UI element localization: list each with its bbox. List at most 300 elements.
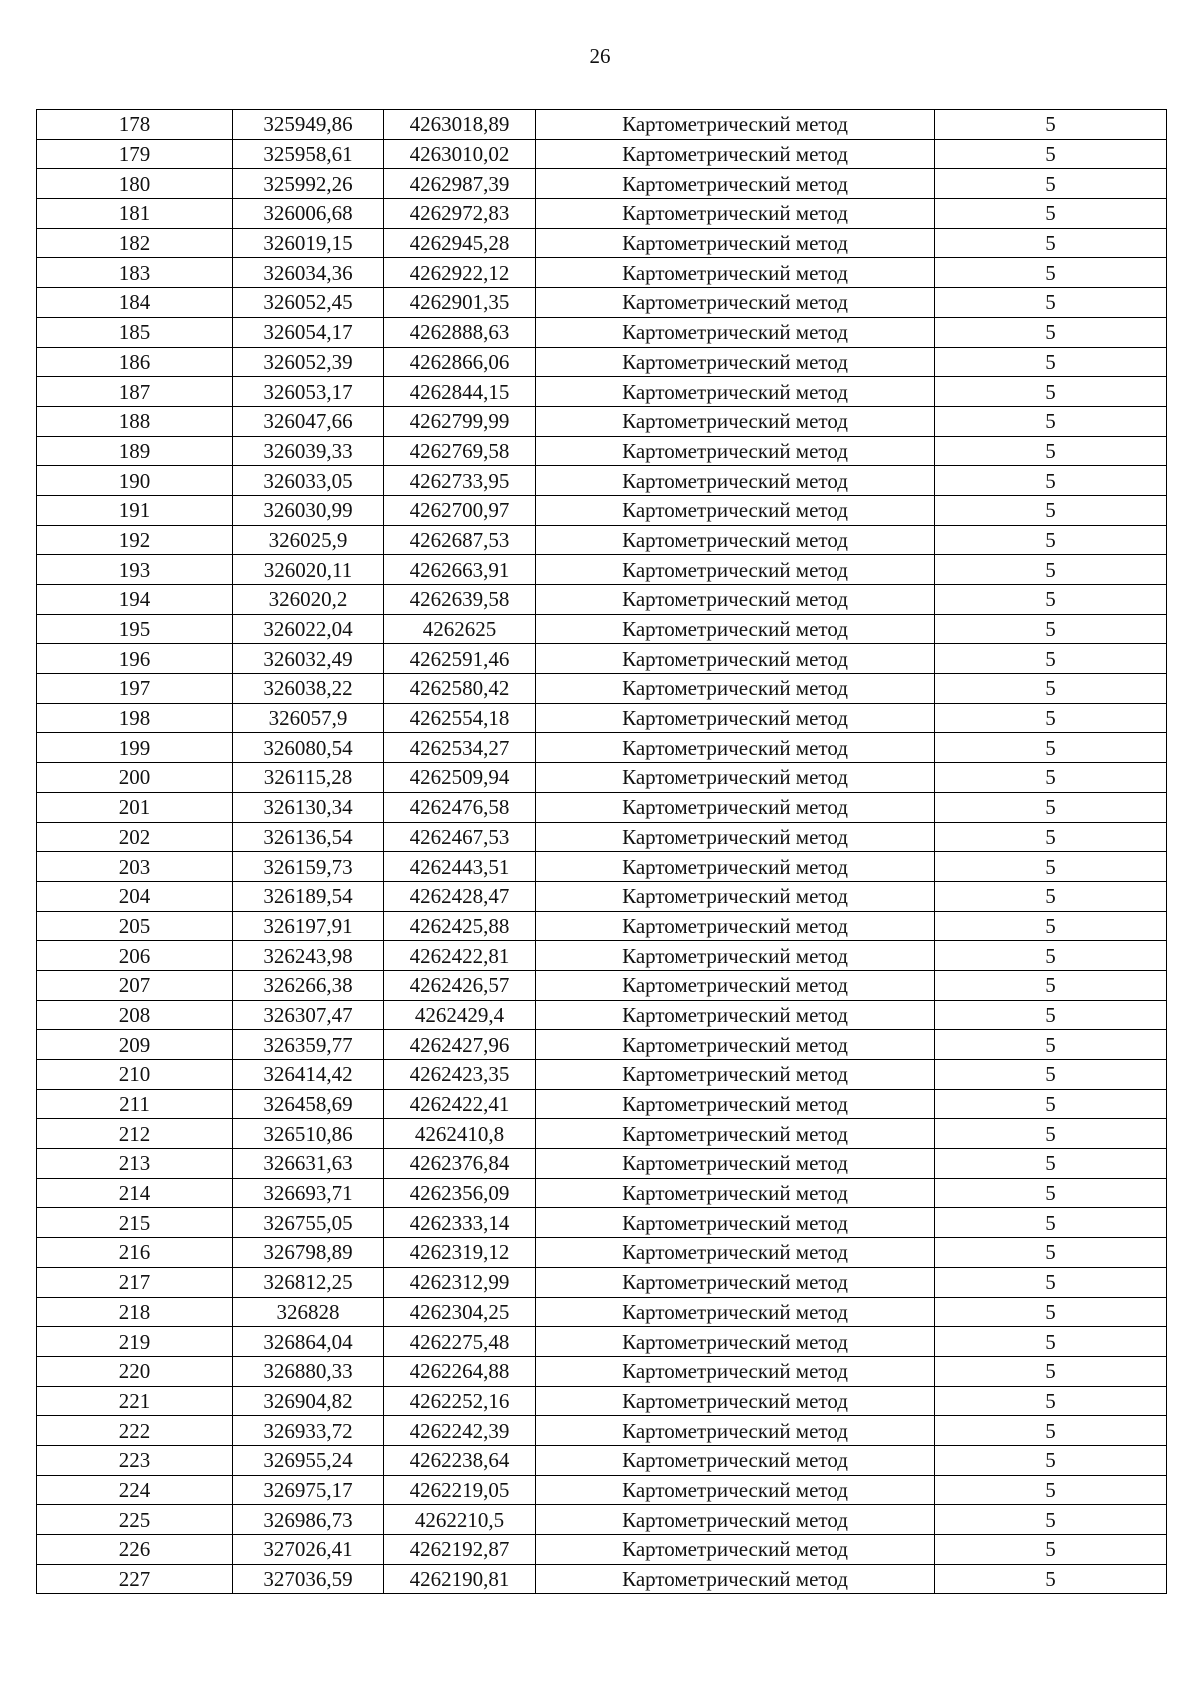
accuracy-cell: 5 [935, 822, 1167, 852]
y-coordinate-cell: 4262769,58 [384, 436, 536, 466]
x-coordinate-cell: 326798,89 [233, 1238, 384, 1268]
x-coordinate-cell: 326025,9 [233, 525, 384, 555]
table-row [37, 1030, 1167, 1060]
y-coordinate-cell: 4262242,39 [384, 1416, 536, 1446]
point-number-cell: 208 [37, 1000, 233, 1030]
point-number-cell: 225 [37, 1505, 233, 1535]
method-cell: Картометрический метод [536, 525, 935, 555]
method-cell: Картометрический метод [536, 881, 935, 911]
table-row [37, 1535, 1167, 1565]
accuracy-cell: 5 [935, 288, 1167, 318]
point-number-cell: 190 [37, 466, 233, 496]
accuracy-cell: 5 [935, 1238, 1167, 1268]
point-number-cell: 224 [37, 1475, 233, 1505]
method-cell: Картометрический метод [536, 614, 935, 644]
table-row [37, 1208, 1167, 1238]
method-cell: Картометрический метод [536, 792, 935, 822]
table-row [37, 1267, 1167, 1297]
point-number-cell: 216 [37, 1238, 233, 1268]
method-cell: Картометрический метод [536, 258, 935, 288]
x-coordinate-cell: 326057,9 [233, 703, 384, 733]
accuracy-cell: 5 [935, 881, 1167, 911]
method-cell: Картометрический метод [536, 822, 935, 852]
point-number-cell: 184 [37, 288, 233, 318]
method-cell: Картометрический метод [536, 1564, 935, 1594]
x-coordinate-cell: 326510,86 [233, 1119, 384, 1149]
accuracy-cell: 5 [935, 169, 1167, 199]
accuracy-cell: 5 [935, 703, 1167, 733]
point-number-cell: 205 [37, 911, 233, 941]
accuracy-cell: 5 [935, 733, 1167, 763]
method-cell: Картометрический метод [536, 941, 935, 971]
table-row [37, 733, 1167, 763]
y-coordinate-cell: 4262580,42 [384, 674, 536, 704]
x-coordinate-cell: 327036,59 [233, 1564, 384, 1594]
table-row [37, 258, 1167, 288]
method-cell: Картометрический метод [536, 674, 935, 704]
point-number-cell: 186 [37, 347, 233, 377]
x-coordinate-cell: 326053,17 [233, 377, 384, 407]
table-row [37, 911, 1167, 941]
x-coordinate-cell: 326052,45 [233, 288, 384, 318]
table-row [37, 1416, 1167, 1446]
x-coordinate-cell: 326975,17 [233, 1475, 384, 1505]
method-cell: Картометрический метод [536, 1535, 935, 1565]
x-coordinate-cell: 326034,36 [233, 258, 384, 288]
accuracy-cell: 5 [935, 317, 1167, 347]
method-cell: Картометрический метод [536, 347, 935, 377]
method-cell: Картометрический метод [536, 1208, 935, 1238]
y-coordinate-cell: 4262972,83 [384, 199, 536, 229]
x-coordinate-cell: 326038,22 [233, 674, 384, 704]
y-coordinate-cell: 4262252,16 [384, 1386, 536, 1416]
table-row [37, 1297, 1167, 1327]
method-cell: Картометрический метод [536, 585, 935, 615]
accuracy-cell: 5 [935, 1564, 1167, 1594]
x-coordinate-cell: 326020,11 [233, 555, 384, 585]
y-coordinate-cell: 4262945,28 [384, 228, 536, 258]
y-coordinate-cell: 4262238,64 [384, 1445, 536, 1475]
y-coordinate-cell: 4262799,99 [384, 406, 536, 436]
x-coordinate-cell: 326266,38 [233, 970, 384, 1000]
point-number-cell: 210 [37, 1060, 233, 1090]
x-coordinate-cell: 326136,54 [233, 822, 384, 852]
point-number-cell: 193 [37, 555, 233, 585]
method-cell: Картометрический метод [536, 199, 935, 229]
x-coordinate-cell: 326693,71 [233, 1178, 384, 1208]
point-number-cell: 179 [37, 139, 233, 169]
method-cell: Картометрический метод [536, 1475, 935, 1505]
x-coordinate-cell: 326030,99 [233, 495, 384, 525]
table-row [37, 377, 1167, 407]
y-coordinate-cell: 4262422,41 [384, 1089, 536, 1119]
point-number-cell: 226 [37, 1535, 233, 1565]
y-coordinate-cell: 4262410,8 [384, 1119, 536, 1149]
x-coordinate-cell: 326904,82 [233, 1386, 384, 1416]
table-row [37, 495, 1167, 525]
x-coordinate-cell: 326755,05 [233, 1208, 384, 1238]
x-coordinate-cell: 326828 [233, 1297, 384, 1327]
x-coordinate-cell: 326054,17 [233, 317, 384, 347]
accuracy-cell: 5 [935, 377, 1167, 407]
point-number-cell: 198 [37, 703, 233, 733]
y-coordinate-cell: 4262663,91 [384, 555, 536, 585]
method-cell: Картометрический метод [536, 1505, 935, 1535]
table-row [37, 822, 1167, 852]
x-coordinate-cell: 326243,98 [233, 941, 384, 971]
y-coordinate-cell: 4262467,53 [384, 822, 536, 852]
x-coordinate-cell: 326812,25 [233, 1267, 384, 1297]
x-coordinate-cell: 325958,61 [233, 139, 384, 169]
table-row [37, 347, 1167, 377]
method-cell: Картометрический метод [536, 1356, 935, 1386]
method-cell: Картометрический метод [536, 644, 935, 674]
point-number-cell: 203 [37, 852, 233, 882]
accuracy-cell: 5 [935, 1445, 1167, 1475]
x-coordinate-cell: 326933,72 [233, 1416, 384, 1446]
accuracy-cell: 5 [935, 110, 1167, 140]
point-number-cell: 191 [37, 495, 233, 525]
table-row [37, 110, 1167, 140]
point-number-cell: 209 [37, 1030, 233, 1060]
y-coordinate-cell: 4262264,88 [384, 1356, 536, 1386]
table-row [37, 436, 1167, 466]
method-cell: Картометрический метод [536, 1030, 935, 1060]
table-row [37, 317, 1167, 347]
y-coordinate-cell: 4262427,96 [384, 1030, 536, 1060]
table-row [37, 792, 1167, 822]
accuracy-cell: 5 [935, 466, 1167, 496]
x-coordinate-cell: 326033,05 [233, 466, 384, 496]
point-number-cell: 202 [37, 822, 233, 852]
y-coordinate-cell: 4262356,09 [384, 1178, 536, 1208]
y-coordinate-cell: 4262304,25 [384, 1297, 536, 1327]
y-coordinate-cell: 4262210,5 [384, 1505, 536, 1535]
x-coordinate-cell: 326864,04 [233, 1327, 384, 1357]
table-row [37, 703, 1167, 733]
accuracy-cell: 5 [935, 1535, 1167, 1565]
point-number-cell: 227 [37, 1564, 233, 1594]
point-number-cell: 192 [37, 525, 233, 555]
method-cell: Картометрический метод [536, 288, 935, 318]
accuracy-cell: 5 [935, 585, 1167, 615]
method-cell: Картометрический метод [536, 1060, 935, 1090]
y-coordinate-cell: 4262190,81 [384, 1564, 536, 1594]
table-row [37, 1060, 1167, 1090]
method-cell: Картометрический метод [536, 763, 935, 793]
x-coordinate-cell: 326986,73 [233, 1505, 384, 1535]
y-coordinate-cell: 4262509,94 [384, 763, 536, 793]
accuracy-cell: 5 [935, 347, 1167, 377]
x-coordinate-cell: 326197,91 [233, 911, 384, 941]
y-coordinate-cell: 4262275,48 [384, 1327, 536, 1357]
point-number-cell: 195 [37, 614, 233, 644]
y-coordinate-cell: 4262426,57 [384, 970, 536, 1000]
method-cell: Картометрический метод [536, 466, 935, 496]
point-number-cell: 206 [37, 941, 233, 971]
x-coordinate-cell: 326359,77 [233, 1030, 384, 1060]
table-row [37, 614, 1167, 644]
coordinates-table [36, 109, 1167, 1594]
method-cell: Картометрический метод [536, 317, 935, 347]
point-number-cell: 183 [37, 258, 233, 288]
table-row [37, 169, 1167, 199]
table-row [37, 1564, 1167, 1594]
table-row [37, 555, 1167, 585]
page-number: 26 [589, 44, 611, 68]
method-cell: Картометрический метод [536, 1238, 935, 1268]
point-number-cell: 212 [37, 1119, 233, 1149]
y-coordinate-cell: 4262429,4 [384, 1000, 536, 1030]
x-coordinate-cell: 326115,28 [233, 763, 384, 793]
point-number-cell: 201 [37, 792, 233, 822]
accuracy-cell: 5 [935, 436, 1167, 466]
y-coordinate-cell: 4262844,15 [384, 377, 536, 407]
x-coordinate-cell: 326022,04 [233, 614, 384, 644]
method-cell: Картометрический метод [536, 1416, 935, 1446]
table-row [37, 1119, 1167, 1149]
table-row [37, 970, 1167, 1000]
accuracy-cell: 5 [935, 1208, 1167, 1238]
y-coordinate-cell: 4262591,46 [384, 644, 536, 674]
y-coordinate-cell: 4262554,18 [384, 703, 536, 733]
point-number-cell: 194 [37, 585, 233, 615]
y-coordinate-cell: 4262687,53 [384, 525, 536, 555]
method-cell: Картометрический метод [536, 911, 935, 941]
method-cell: Картометрический метод [536, 555, 935, 585]
y-coordinate-cell: 4262219,05 [384, 1475, 536, 1505]
method-cell: Картометрический метод [536, 970, 935, 1000]
point-number-cell: 178 [37, 110, 233, 140]
point-number-cell: 185 [37, 317, 233, 347]
point-number-cell: 219 [37, 1327, 233, 1357]
point-number-cell: 213 [37, 1149, 233, 1179]
method-cell: Картометрический метод [536, 436, 935, 466]
accuracy-cell: 5 [935, 674, 1167, 704]
accuracy-cell: 5 [935, 614, 1167, 644]
point-number-cell: 215 [37, 1208, 233, 1238]
accuracy-cell: 5 [935, 941, 1167, 971]
table-row [37, 1445, 1167, 1475]
accuracy-cell: 5 [935, 1119, 1167, 1149]
point-number-cell: 221 [37, 1386, 233, 1416]
point-number-cell: 214 [37, 1178, 233, 1208]
table-row [37, 525, 1167, 555]
accuracy-cell: 5 [935, 1000, 1167, 1030]
accuracy-cell: 5 [935, 139, 1167, 169]
y-coordinate-cell: 4262428,47 [384, 881, 536, 911]
y-coordinate-cell: 4262423,35 [384, 1060, 536, 1090]
y-coordinate-cell: 4262987,39 [384, 169, 536, 199]
method-cell: Картометрический метод [536, 169, 935, 199]
y-coordinate-cell: 4262922,12 [384, 258, 536, 288]
point-number-cell: 222 [37, 1416, 233, 1446]
method-cell: Картометрический метод [536, 703, 935, 733]
point-number-cell: 200 [37, 763, 233, 793]
table-row [37, 1000, 1167, 1030]
point-number-cell: 180 [37, 169, 233, 199]
point-number-cell: 189 [37, 436, 233, 466]
y-coordinate-cell: 4262443,51 [384, 852, 536, 882]
point-number-cell: 217 [37, 1267, 233, 1297]
accuracy-cell: 5 [935, 228, 1167, 258]
method-cell: Картометрический метод [536, 228, 935, 258]
accuracy-cell: 5 [935, 1297, 1167, 1327]
table-row [37, 199, 1167, 229]
accuracy-cell: 5 [935, 970, 1167, 1000]
point-number-cell: 211 [37, 1089, 233, 1119]
table-row [37, 644, 1167, 674]
accuracy-cell: 5 [935, 199, 1167, 229]
accuracy-cell: 5 [935, 1505, 1167, 1535]
accuracy-cell: 5 [935, 495, 1167, 525]
table-row [37, 139, 1167, 169]
y-coordinate-cell: 4262422,81 [384, 941, 536, 971]
accuracy-cell: 5 [935, 1416, 1167, 1446]
method-cell: Картометрический метод [536, 733, 935, 763]
method-cell: Картометрический метод [536, 1000, 935, 1030]
table-row [37, 852, 1167, 882]
table-row [37, 1089, 1167, 1119]
x-coordinate-cell: 327026,41 [233, 1535, 384, 1565]
x-coordinate-cell: 326458,69 [233, 1089, 384, 1119]
method-cell: Картометрический метод [536, 377, 935, 407]
accuracy-cell: 5 [935, 1475, 1167, 1505]
point-number-cell: 220 [37, 1356, 233, 1386]
x-coordinate-cell: 326880,33 [233, 1356, 384, 1386]
y-coordinate-cell: 4262625 [384, 614, 536, 644]
accuracy-cell: 5 [935, 763, 1167, 793]
accuracy-cell: 5 [935, 1149, 1167, 1179]
table-row [37, 941, 1167, 971]
x-coordinate-cell: 326307,47 [233, 1000, 384, 1030]
table-row [37, 228, 1167, 258]
x-coordinate-cell: 326020,2 [233, 585, 384, 615]
method-cell: Картометрический метод [536, 1089, 935, 1119]
y-coordinate-cell: 4262192,87 [384, 1535, 536, 1565]
method-cell: Картометрический метод [536, 1327, 935, 1357]
table-row [37, 466, 1167, 496]
y-coordinate-cell: 4262888,63 [384, 317, 536, 347]
x-coordinate-cell: 326052,39 [233, 347, 384, 377]
x-coordinate-cell: 326006,68 [233, 199, 384, 229]
table-row [37, 1178, 1167, 1208]
x-coordinate-cell: 326080,54 [233, 733, 384, 763]
y-coordinate-cell: 4262639,58 [384, 585, 536, 615]
point-number-cell: 196 [37, 644, 233, 674]
method-cell: Картометрический метод [536, 1297, 935, 1327]
table-row [37, 1149, 1167, 1179]
y-coordinate-cell: 4262333,14 [384, 1208, 536, 1238]
point-number-cell: 204 [37, 881, 233, 911]
x-coordinate-cell: 326189,54 [233, 881, 384, 911]
accuracy-cell: 5 [935, 1178, 1167, 1208]
method-cell: Картометрический метод [536, 139, 935, 169]
method-cell: Картометрический метод [536, 1267, 935, 1297]
y-coordinate-cell: 4262534,27 [384, 733, 536, 763]
point-number-cell: 223 [37, 1445, 233, 1475]
accuracy-cell: 5 [935, 911, 1167, 941]
accuracy-cell: 5 [935, 1356, 1167, 1386]
y-coordinate-cell: 4262700,97 [384, 495, 536, 525]
y-coordinate-cell: 4262312,99 [384, 1267, 536, 1297]
table-row [37, 1238, 1167, 1268]
point-number-cell: 197 [37, 674, 233, 704]
accuracy-cell: 5 [935, 852, 1167, 882]
method-cell: Картометрический метод [536, 1178, 935, 1208]
x-coordinate-cell: 326047,66 [233, 406, 384, 436]
table-row [37, 288, 1167, 318]
method-cell: Картометрический метод [536, 406, 935, 436]
table-row [37, 1327, 1167, 1357]
x-coordinate-cell: 326019,15 [233, 228, 384, 258]
y-coordinate-cell: 4262733,95 [384, 466, 536, 496]
method-cell: Картометрический метод [536, 1149, 935, 1179]
accuracy-cell: 5 [935, 1030, 1167, 1060]
point-number-cell: 188 [37, 406, 233, 436]
method-cell: Картометрический метод [536, 1445, 935, 1475]
table-row [37, 881, 1167, 911]
accuracy-cell: 5 [935, 258, 1167, 288]
method-cell: Картометрический метод [536, 110, 935, 140]
table-row [37, 763, 1167, 793]
point-number-cell: 187 [37, 377, 233, 407]
accuracy-cell: 5 [935, 406, 1167, 436]
x-coordinate-cell: 326039,33 [233, 436, 384, 466]
y-coordinate-cell: 4262866,06 [384, 347, 536, 377]
point-number-cell: 182 [37, 228, 233, 258]
accuracy-cell: 5 [935, 1327, 1167, 1357]
table-row [37, 1356, 1167, 1386]
table-row [37, 585, 1167, 615]
x-coordinate-cell: 326631,63 [233, 1149, 384, 1179]
accuracy-cell: 5 [935, 1060, 1167, 1090]
method-cell: Картометрический метод [536, 495, 935, 525]
accuracy-cell: 5 [935, 1386, 1167, 1416]
coordinates-table-body [37, 110, 1167, 1594]
method-cell: Картометрический метод [536, 1119, 935, 1149]
y-coordinate-cell: 4262901,35 [384, 288, 536, 318]
y-coordinate-cell: 4262319,12 [384, 1238, 536, 1268]
accuracy-cell: 5 [935, 555, 1167, 585]
table-row [37, 1505, 1167, 1535]
accuracy-cell: 5 [935, 792, 1167, 822]
x-coordinate-cell: 325949,86 [233, 110, 384, 140]
accuracy-cell: 5 [935, 525, 1167, 555]
point-number-cell: 199 [37, 733, 233, 763]
accuracy-cell: 5 [935, 1089, 1167, 1119]
method-cell: Картометрический метод [536, 1386, 935, 1416]
y-coordinate-cell: 4262425,88 [384, 911, 536, 941]
y-coordinate-cell: 4262476,58 [384, 792, 536, 822]
x-coordinate-cell: 326159,73 [233, 852, 384, 882]
method-cell: Картометрический метод [536, 852, 935, 882]
point-number-cell: 181 [37, 199, 233, 229]
table-row [37, 406, 1167, 436]
x-coordinate-cell: 326130,34 [233, 792, 384, 822]
accuracy-cell: 5 [935, 644, 1167, 674]
y-coordinate-cell: 4262376,84 [384, 1149, 536, 1179]
table-row [37, 1386, 1167, 1416]
y-coordinate-cell: 4263018,89 [384, 110, 536, 140]
x-coordinate-cell: 326414,42 [233, 1060, 384, 1090]
x-coordinate-cell: 325992,26 [233, 169, 384, 199]
table-row [37, 674, 1167, 704]
table-row [37, 1475, 1167, 1505]
y-coordinate-cell: 4263010,02 [384, 139, 536, 169]
point-number-cell: 207 [37, 970, 233, 1000]
point-number-cell: 218 [37, 1297, 233, 1327]
